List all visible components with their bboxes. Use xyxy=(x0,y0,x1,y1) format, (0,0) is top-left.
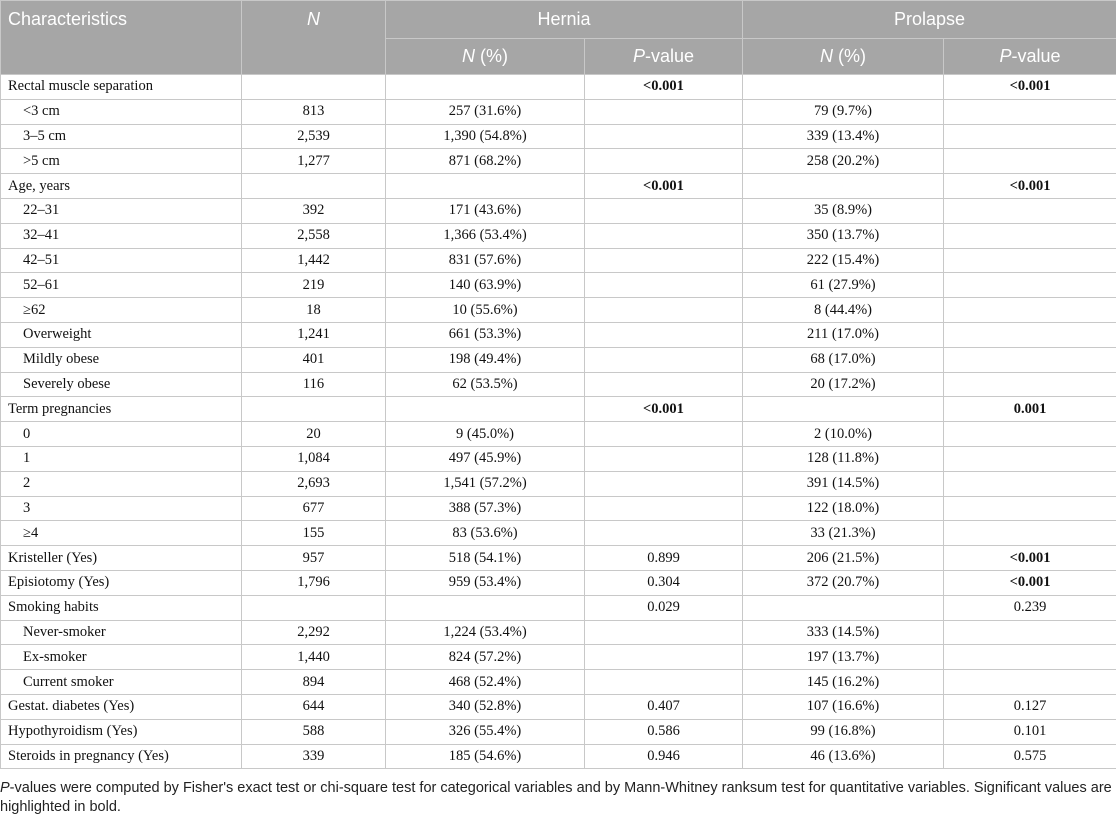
cell-characteristic: 52–61 xyxy=(1,273,242,298)
cell-hernia-p-value xyxy=(585,670,743,695)
table-row xyxy=(1,471,1116,496)
cell-hernia-p-value: <0.001 xyxy=(585,75,743,100)
cell-prolapse-n-pct xyxy=(743,595,944,620)
cell-prolapse-n-pct: 333 (14.5%) xyxy=(743,620,944,645)
header-hernia-p-value: P-value xyxy=(585,39,743,75)
cell-prolapse-p-value: 0.575 xyxy=(944,744,1116,769)
table-row xyxy=(1,496,1116,521)
cell-hernia-p-value: 0.586 xyxy=(585,719,743,744)
table-row xyxy=(1,397,1116,422)
cell-n: 392 xyxy=(242,198,386,223)
cell-prolapse-n-pct: 350 (13.7%) xyxy=(743,223,944,248)
cell-n: 894 xyxy=(242,670,386,695)
cell-characteristic: 32–41 xyxy=(1,223,242,248)
table-row xyxy=(1,174,1116,199)
cell-hernia-p-value xyxy=(585,347,743,372)
cell-n: 1,796 xyxy=(242,570,386,595)
cell-hernia-p-value xyxy=(585,645,743,670)
cell-prolapse-n-pct: 197 (13.7%) xyxy=(743,645,944,670)
cell-n xyxy=(242,75,386,100)
cell-hernia-p-value: 0.946 xyxy=(585,744,743,769)
cell-prolapse-p-value xyxy=(944,471,1116,496)
cell-characteristic: Rectal muscle separation xyxy=(1,75,242,100)
cell-n xyxy=(242,174,386,199)
table-row xyxy=(1,422,1116,447)
cell-hernia-n-pct: 257 (31.6%) xyxy=(386,99,585,124)
cell-characteristic: Term pregnancies xyxy=(1,397,242,422)
cell-n: 219 xyxy=(242,273,386,298)
cell-characteristic: Never-smoker xyxy=(1,620,242,645)
cell-hernia-n-pct: 140 (63.9%) xyxy=(386,273,585,298)
cell-hernia-n-pct: 83 (53.6%) xyxy=(386,521,585,546)
cell-characteristic: Episiotomy (Yes) xyxy=(1,570,242,595)
cell-prolapse-p-value xyxy=(944,99,1116,124)
cell-hernia-p-value xyxy=(585,149,743,174)
cell-prolapse-p-value xyxy=(944,645,1116,670)
cell-hernia-n-pct: 185 (54.6%) xyxy=(386,744,585,769)
cell-n: 677 xyxy=(242,496,386,521)
cell-characteristic: ≥4 xyxy=(1,521,242,546)
cell-n: 1,440 xyxy=(242,645,386,670)
cell-hernia-n-pct: 62 (53.5%) xyxy=(386,372,585,397)
cell-prolapse-p-value: <0.001 xyxy=(944,174,1116,199)
cell-hernia-p-value xyxy=(585,521,743,546)
cell-characteristic: 3 xyxy=(1,496,242,521)
cell-hernia-p-value xyxy=(585,471,743,496)
cell-prolapse-n-pct: 35 (8.9%) xyxy=(743,198,944,223)
header-prolapse-n-pct: N (%) xyxy=(743,39,944,75)
cell-hernia-n-pct: 824 (57.2%) xyxy=(386,645,585,670)
cell-prolapse-p-value: <0.001 xyxy=(944,546,1116,571)
cell-n: 813 xyxy=(242,99,386,124)
cell-characteristic: Steroids in pregnancy (Yes) xyxy=(1,744,242,769)
cell-hernia-p-value xyxy=(585,273,743,298)
cell-prolapse-p-value xyxy=(944,496,1116,521)
cell-n: 644 xyxy=(242,694,386,719)
cell-n: 2,693 xyxy=(242,471,386,496)
table-row xyxy=(1,620,1116,645)
cell-prolapse-n-pct xyxy=(743,75,944,100)
table-row xyxy=(1,744,1116,769)
cell-hernia-n-pct: 340 (52.8%) xyxy=(386,694,585,719)
cell-n: 2,558 xyxy=(242,223,386,248)
cell-prolapse-n-pct: 145 (16.2%) xyxy=(743,670,944,695)
cell-hernia-n-pct: 831 (57.6%) xyxy=(386,248,585,273)
cell-n: 339 xyxy=(242,744,386,769)
cell-characteristic: Age, years xyxy=(1,174,242,199)
cell-prolapse-n-pct: 222 (15.4%) xyxy=(743,248,944,273)
cell-prolapse-n-pct: 99 (16.8%) xyxy=(743,719,944,744)
table-footnote: P-values were computed by Fisher's exact test or chi-square test for categorical variables and by Mann-Whitney ranksum test for quantitative variables. Significant values are highlighted in bold. xyxy=(0,780,1112,815)
cell-prolapse-n-pct: 372 (20.7%) xyxy=(743,570,944,595)
cell-characteristic: Kristeller (Yes) xyxy=(1,546,242,571)
cell-prolapse-p-value xyxy=(944,670,1116,695)
cell-n: 2,292 xyxy=(242,620,386,645)
cell-characteristic: Hypothyroidism (Yes) xyxy=(1,719,242,744)
cell-characteristic: Mildly obese xyxy=(1,347,242,372)
cell-hernia-n-pct xyxy=(386,174,585,199)
cell-prolapse-p-value xyxy=(944,223,1116,248)
cell-hernia-n-pct: 10 (55.6%) xyxy=(386,298,585,323)
table-row xyxy=(1,223,1116,248)
cell-prolapse-n-pct: 128 (11.8%) xyxy=(743,446,944,471)
cell-prolapse-n-pct: 2 (10.0%) xyxy=(743,422,944,447)
cell-prolapse-n-pct xyxy=(743,397,944,422)
cell-prolapse-p-value: 0.101 xyxy=(944,719,1116,744)
table-row xyxy=(1,694,1116,719)
cell-hernia-p-value: 0.304 xyxy=(585,570,743,595)
cell-hernia-n-pct: 497 (45.9%) xyxy=(386,446,585,471)
cell-prolapse-n-pct: 79 (9.7%) xyxy=(743,99,944,124)
cell-hernia-p-value xyxy=(585,99,743,124)
cell-n: 588 xyxy=(242,719,386,744)
cell-hernia-n-pct: 871 (68.2%) xyxy=(386,149,585,174)
table-row xyxy=(1,347,1116,372)
cell-characteristic: <3 cm xyxy=(1,99,242,124)
table-row xyxy=(1,670,1116,695)
cell-characteristic: Smoking habits xyxy=(1,595,242,620)
cell-prolapse-p-value xyxy=(944,422,1116,447)
table-row xyxy=(1,273,1116,298)
table-row xyxy=(1,372,1116,397)
cell-hernia-n-pct: 518 (54.1%) xyxy=(386,546,585,571)
cell-hernia-n-pct: 1,366 (53.4%) xyxy=(386,223,585,248)
cell-hernia-p-value xyxy=(585,322,743,347)
cell-hernia-p-value xyxy=(585,372,743,397)
cell-hernia-n-pct: 171 (43.6%) xyxy=(386,198,585,223)
cell-characteristic: 42–51 xyxy=(1,248,242,273)
cell-n: 155 xyxy=(242,521,386,546)
cell-prolapse-p-value xyxy=(944,248,1116,273)
cell-prolapse-n-pct: 211 (17.0%) xyxy=(743,322,944,347)
cell-prolapse-n-pct: 33 (21.3%) xyxy=(743,521,944,546)
cell-n: 116 xyxy=(242,372,386,397)
cell-hernia-n-pct: 468 (52.4%) xyxy=(386,670,585,695)
cell-characteristic: 1 xyxy=(1,446,242,471)
cell-prolapse-p-value: 0.239 xyxy=(944,595,1116,620)
cell-n: 20 xyxy=(242,422,386,447)
cell-hernia-n-pct: 1,224 (53.4%) xyxy=(386,620,585,645)
cell-hernia-n-pct: 388 (57.3%) xyxy=(386,496,585,521)
cell-hernia-n-pct: 959 (53.4%) xyxy=(386,570,585,595)
table-row xyxy=(1,99,1116,124)
table-row xyxy=(1,546,1116,571)
table-row xyxy=(1,570,1116,595)
cell-prolapse-n-pct: 46 (13.6%) xyxy=(743,744,944,769)
cell-hernia-p-value: 0.899 xyxy=(585,546,743,571)
header-n: N xyxy=(242,1,386,75)
cell-hernia-n-pct xyxy=(386,75,585,100)
cell-characteristic: ≥62 xyxy=(1,298,242,323)
cell-hernia-p-value xyxy=(585,198,743,223)
table-row xyxy=(1,719,1116,744)
table-row xyxy=(1,124,1116,149)
cell-prolapse-p-value xyxy=(944,124,1116,149)
cell-hernia-p-value xyxy=(585,298,743,323)
table-body xyxy=(1,75,1116,769)
table-row xyxy=(1,75,1116,100)
cell-prolapse-p-value xyxy=(944,347,1116,372)
header-prolapse-p-value: P-value xyxy=(944,39,1116,75)
cell-hernia-p-value: <0.001 xyxy=(585,397,743,422)
cell-prolapse-n-pct: 8 (44.4%) xyxy=(743,298,944,323)
cell-prolapse-n-pct: 61 (27.9%) xyxy=(743,273,944,298)
cell-characteristic: 2 xyxy=(1,471,242,496)
cell-prolapse-p-value xyxy=(944,298,1116,323)
table-row xyxy=(1,322,1116,347)
cell-hernia-n-pct xyxy=(386,595,585,620)
cell-prolapse-p-value xyxy=(944,521,1116,546)
cell-n: 401 xyxy=(242,347,386,372)
cell-characteristic: >5 cm xyxy=(1,149,242,174)
cell-prolapse-n-pct: 107 (16.6%) xyxy=(743,694,944,719)
cell-n: 1,277 xyxy=(242,149,386,174)
cell-hernia-n-pct: 198 (49.4%) xyxy=(386,347,585,372)
table-row xyxy=(1,446,1116,471)
cell-prolapse-p-value xyxy=(944,322,1116,347)
cell-prolapse-p-value: 0.001 xyxy=(944,397,1116,422)
cell-prolapse-p-value xyxy=(944,149,1116,174)
table-row xyxy=(1,298,1116,323)
cell-hernia-n-pct: 1,390 (54.8%) xyxy=(386,124,585,149)
cell-hernia-p-value: 0.407 xyxy=(585,694,743,719)
cell-prolapse-p-value xyxy=(944,446,1116,471)
cell-prolapse-n-pct: 391 (14.5%) xyxy=(743,471,944,496)
cell-prolapse-p-value xyxy=(944,198,1116,223)
cell-hernia-p-value xyxy=(585,223,743,248)
cell-n: 2,539 xyxy=(242,124,386,149)
table-row xyxy=(1,521,1116,546)
cell-hernia-n-pct: 1,541 (57.2%) xyxy=(386,471,585,496)
cell-prolapse-n-pct: 258 (20.2%) xyxy=(743,149,944,174)
cell-hernia-p-value xyxy=(585,248,743,273)
cell-hernia-p-value xyxy=(585,496,743,521)
cell-prolapse-n-pct: 20 (17.2%) xyxy=(743,372,944,397)
cell-n: 1,442 xyxy=(242,248,386,273)
header-hernia: Hernia xyxy=(386,1,743,39)
cell-n: 1,241 xyxy=(242,322,386,347)
table-row xyxy=(1,645,1116,670)
cell-prolapse-n-pct: 122 (18.0%) xyxy=(743,496,944,521)
header-characteristics: Characteristics xyxy=(1,1,242,75)
cell-characteristic: Current smoker xyxy=(1,670,242,695)
cell-characteristic: Overweight xyxy=(1,322,242,347)
cell-hernia-n-pct: 326 (55.4%) xyxy=(386,719,585,744)
cell-prolapse-p-value xyxy=(944,372,1116,397)
cell-hernia-p-value: <0.001 xyxy=(585,174,743,199)
cell-hernia-p-value xyxy=(585,422,743,447)
table-row xyxy=(1,198,1116,223)
cell-n: 18 xyxy=(242,298,386,323)
cell-prolapse-p-value: <0.001 xyxy=(944,570,1116,595)
header-prolapse: Prolapse xyxy=(743,1,1116,39)
header-hernia-n-pct: N (%) xyxy=(386,39,585,75)
cell-prolapse-p-value: 0.127 xyxy=(944,694,1116,719)
cell-n: 957 xyxy=(242,546,386,571)
cell-prolapse-n-pct: 206 (21.5%) xyxy=(743,546,944,571)
cell-prolapse-n-pct: 339 (13.4%) xyxy=(743,124,944,149)
cell-hernia-p-value xyxy=(585,124,743,149)
cell-prolapse-n-pct: 68 (17.0%) xyxy=(743,347,944,372)
table-row xyxy=(1,149,1116,174)
cell-characteristic: 22–31 xyxy=(1,198,242,223)
cell-hernia-n-pct: 9 (45.0%) xyxy=(386,422,585,447)
cell-characteristic: Severely obese xyxy=(1,372,242,397)
cell-n: 1,084 xyxy=(242,446,386,471)
cell-prolapse-p-value xyxy=(944,620,1116,645)
cell-n xyxy=(242,397,386,422)
cell-prolapse-p-value xyxy=(944,273,1116,298)
cell-characteristic: 0 xyxy=(1,422,242,447)
cell-hernia-p-value xyxy=(585,620,743,645)
cell-hernia-p-value xyxy=(585,446,743,471)
table-row xyxy=(1,595,1116,620)
table-row xyxy=(1,248,1116,273)
cell-hernia-n-pct: 661 (53.3%) xyxy=(386,322,585,347)
cell-characteristic: Ex-smoker xyxy=(1,645,242,670)
cell-hernia-n-pct xyxy=(386,397,585,422)
cell-hernia-p-value: 0.029 xyxy=(585,595,743,620)
cell-characteristic: 3–5 cm xyxy=(1,124,242,149)
cell-prolapse-p-value: <0.001 xyxy=(944,75,1116,100)
cell-n xyxy=(242,595,386,620)
cell-characteristic: Gestat. diabetes (Yes) xyxy=(1,694,242,719)
cell-prolapse-n-pct xyxy=(743,174,944,199)
